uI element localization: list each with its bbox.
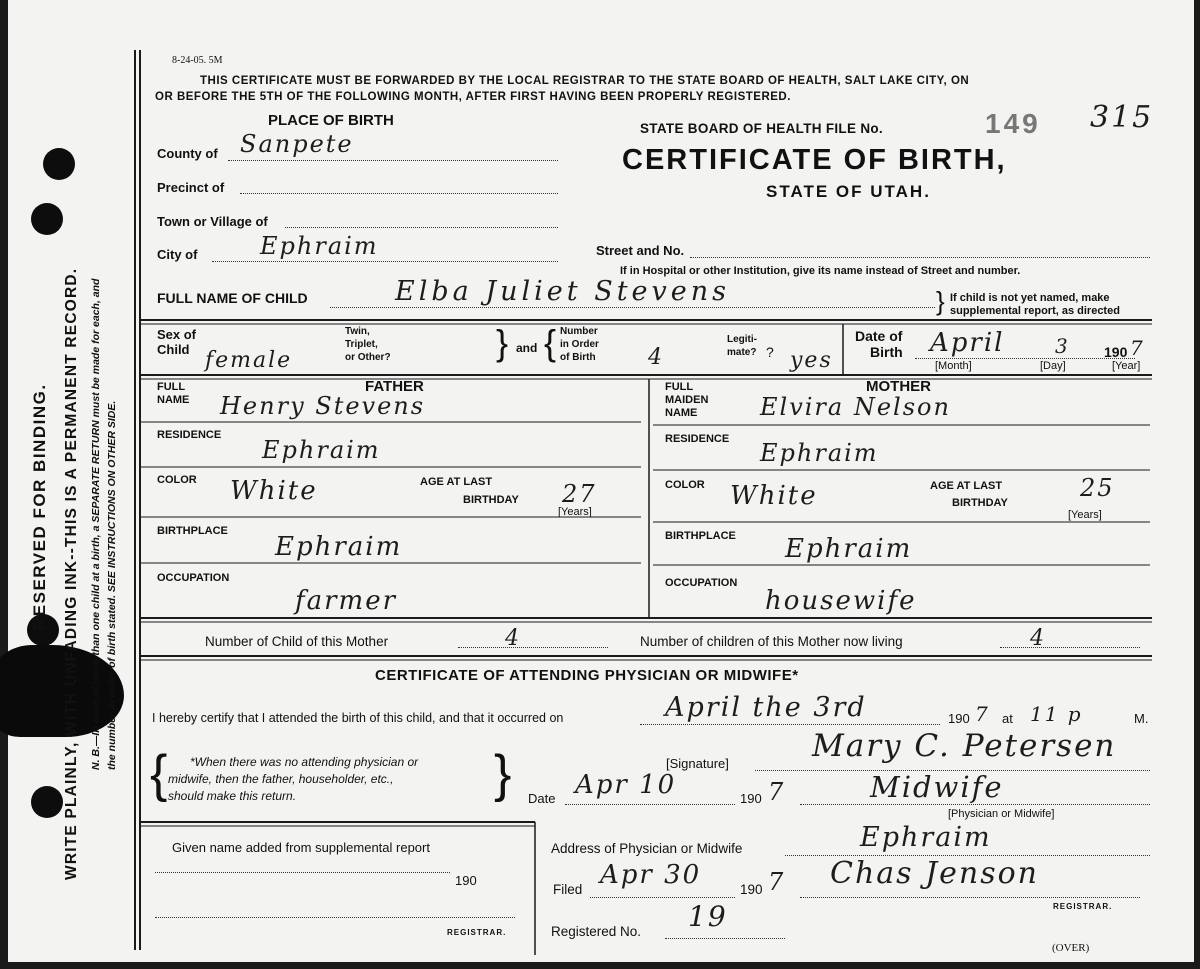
mother-residence-value: Ephraim [760,439,879,467]
dob-day: 3 [1055,334,1070,358]
child-number-line [458,647,608,648]
hospital-note: If in Hospital or other Institution, give its name instead of Street and number. [620,265,1021,277]
brace-twin: } [496,322,509,363]
filed-value: Apr 30 [600,860,702,890]
note-line-2: midwife, then the father, householder, etc., [168,772,394,786]
father-age-label-2: BIRTHDAY [463,494,519,506]
mother-occupation-label: OCCUPATION [665,577,738,589]
file-label: STATE BOARD OF HEALTH FILE No. [640,121,883,136]
child-name-value: Elba Juliet Stevens [395,276,731,307]
year-caption: [Year] [1112,360,1141,372]
time-value: 11 p [1030,702,1083,726]
mother-color-value: White [730,481,818,511]
filed-label: Filed [553,882,583,897]
father-birthplace-value: Ephraim [275,532,403,562]
filed-year-suffix: 7 [768,868,786,896]
date-year-suffix: 7 [768,778,786,806]
date-value: Apr 10 [575,770,677,800]
certificate-subtitle: STATE OF UTAH. [766,182,931,201]
father-residence-label: RESIDENCE [157,429,222,441]
occurred-year-prefix: 190 [948,711,970,726]
dob-month: April [930,328,1005,358]
side-write-plainly: WRITE PLAINLY, WITH UNFADING INK--THIS IS A PERMANENT RECORD. [63,267,80,880]
registrar-caption: REGISTRAR. [1053,902,1113,911]
notice-line-2: OR BEFORE THE 5TH OF THE FOLLOWING MONTH, AFTER FIRST HAVING BEEN PROPERLY REGISTERED. [155,91,791,103]
mother-age-label-2: BIRTHDAY [952,497,1008,509]
legit-label-2: mate? [727,347,757,358]
city-label: City of [157,247,198,262]
father-name-label-2: NAME [157,394,190,406]
mother-color-label: COLOR [665,479,705,491]
file-stamp: 149 [985,108,1041,139]
at-label: at [1002,711,1013,726]
certify-text: I hereby certify that I attended the birth of this child, and that it occurred on [152,711,564,725]
certificate-title: CERTIFICATE OF BIRTH, [622,144,1007,176]
street-label: Street and No. [596,243,685,258]
over-label: (OVER) [1052,942,1090,954]
brace-name: } [936,286,945,316]
child-name-note-2: supplemental report, as directed [950,305,1120,317]
mother-heading: MOTHER [866,378,931,395]
dob-label-1: Date of [855,328,903,344]
father-color-value: White [230,476,318,506]
order-value: 4 [648,345,664,370]
dob-year-suffix: 7 [1130,336,1145,360]
dob-line [915,358,1135,359]
father-occupation-label: OCCUPATION [157,572,230,584]
day-caption: [Day] [1040,360,1066,372]
date-year: 190 [740,791,762,806]
supplemental-year: 190 [455,873,477,888]
dob-year-prefix: 190 [1104,344,1128,360]
registered-label: Registered No. [551,924,642,939]
title-line [800,804,1150,805]
supplemental-line-2 [155,917,515,918]
sex-value: female [205,348,293,373]
mother-occupation-value: housewife [765,586,917,616]
father-name-label-1: FULL [157,381,186,393]
father-birthplace-label: BIRTHPLACE [157,525,228,537]
registrar-line [800,897,1140,898]
precinct-label: Precinct of [157,180,225,195]
mother-age-value: 25 [1080,474,1115,502]
twin-label-2: Triplet, [345,339,378,350]
mother-age-label-1: AGE AT LAST [930,480,1003,492]
mother-years-caption: [Years] [1068,509,1102,521]
living-line [1000,647,1140,648]
occurred-line [640,724,940,725]
mother-birthplace-value: Ephraim [785,534,913,564]
registered-value: 19 [688,900,728,933]
legit-value: yes [790,348,833,373]
mother-residence-label: RESIDENCE [665,433,730,445]
note-brace-right: } [494,745,512,803]
child-number-label: Number of Child of this Mother [205,634,389,649]
signature-label: [Signature] [666,756,729,771]
place-of-birth-heading: PLACE OF BIRTH [268,112,394,129]
title-caption: [Physician or Midwife] [948,808,1055,820]
child-number-value: 4 [505,626,521,651]
supplemental-label: Given name added from supplemental report [172,840,430,855]
living-label: Number of children of this Mother now living [640,634,903,649]
supplemental-registrar: REGISTRAR. [447,928,507,937]
dob-label-2: Birth [870,344,903,360]
legit-label-1: Legiti- [727,334,757,345]
father-occupation-value: farmer [295,586,398,616]
city-value: Ephraim [260,232,379,260]
father-name-value: Henry Stevens [220,392,426,420]
twin-label-1: Twin, [345,326,370,337]
notice-line-1: THIS CERTIFICATE MUST BE FORWARDED BY THE LOCAL REGISTRAR TO THE STATE BOARD OF HEALTH, SALT LAKE CITY, ON [200,75,970,87]
brace-order: { [544,322,557,363]
child-name-note-1: If child is not yet named, make [950,292,1110,304]
file-handwritten: 315 [1090,100,1154,135]
county-label: County of [157,146,218,161]
occurred-year-suffix: 7 [975,702,990,726]
form-code: 8-24-05. 5M [172,55,223,66]
registered-line [665,938,785,939]
father-color-label: COLOR [157,474,197,486]
father-age-value: 27 [562,480,597,508]
note-line-1: *When there was no attending physician or [190,755,419,769]
occurred-value: April the 3rd [665,692,867,723]
child-name-label: FULL NAME OF CHILD [157,290,308,306]
order-label-2: in Order [560,339,599,350]
sex-label-2: Child [157,342,190,357]
order-label-3: of Birth [560,352,596,363]
order-label-1: Number [560,326,598,337]
signature-value: Mary C. Petersen [812,728,1117,764]
note-line-3: should make this return. [168,789,297,803]
mother-name-label-2: MAIDEN [665,394,709,406]
father-residence-value: Ephraim [262,436,381,464]
title-value: Midwife [870,770,1004,804]
month-caption: [Month] [935,360,972,372]
note-brace-left: { [150,745,168,803]
father-heading: FATHER [365,378,424,395]
mother-name-value: Elvira Nelson [760,393,951,421]
supplemental-line-1 [155,872,450,873]
side-reserved: RESERVED FOR BINDING. [30,383,49,630]
address-label: Address of Physician or Midwife [551,841,743,856]
and-label: and [516,341,538,355]
filed-line [590,897,735,898]
father-age-label-1: AGE AT LAST [420,476,493,488]
address-value: Ephraim [860,822,992,853]
sex-label-1: Sex of [157,327,197,342]
town-label: Town or Village of [157,214,268,229]
living-value: 4 [1030,626,1046,651]
physician-heading: CERTIFICATE OF ATTENDING PHYSICIAN OR MIDWIFE* [375,667,799,684]
registrar-signature: Chas Jenson [830,856,1039,891]
mother-birthplace-label: BIRTHPLACE [665,530,736,542]
date-line [565,804,735,805]
father-years-caption: [Years] [558,506,592,518]
date-label: Date [528,791,556,806]
filed-year: 190 [740,882,763,897]
twin-label-3: or Other? [345,352,391,363]
m-label: M. [1134,711,1149,726]
county-value: Sanpete [240,130,354,158]
legit-qmark: ? [766,344,774,360]
mother-name-label-3: NAME [665,407,698,419]
side-nb-line2: the number in order of birth stated. SEE INSTRUCTIONS ON OTHER SIDE. [106,400,118,770]
mother-name-label-1: FULL [665,381,694,393]
side-nb-line1: N. B.—In case of more than one child at a birth, a SEPARATE RETURN must be made for each, and [90,278,102,770]
